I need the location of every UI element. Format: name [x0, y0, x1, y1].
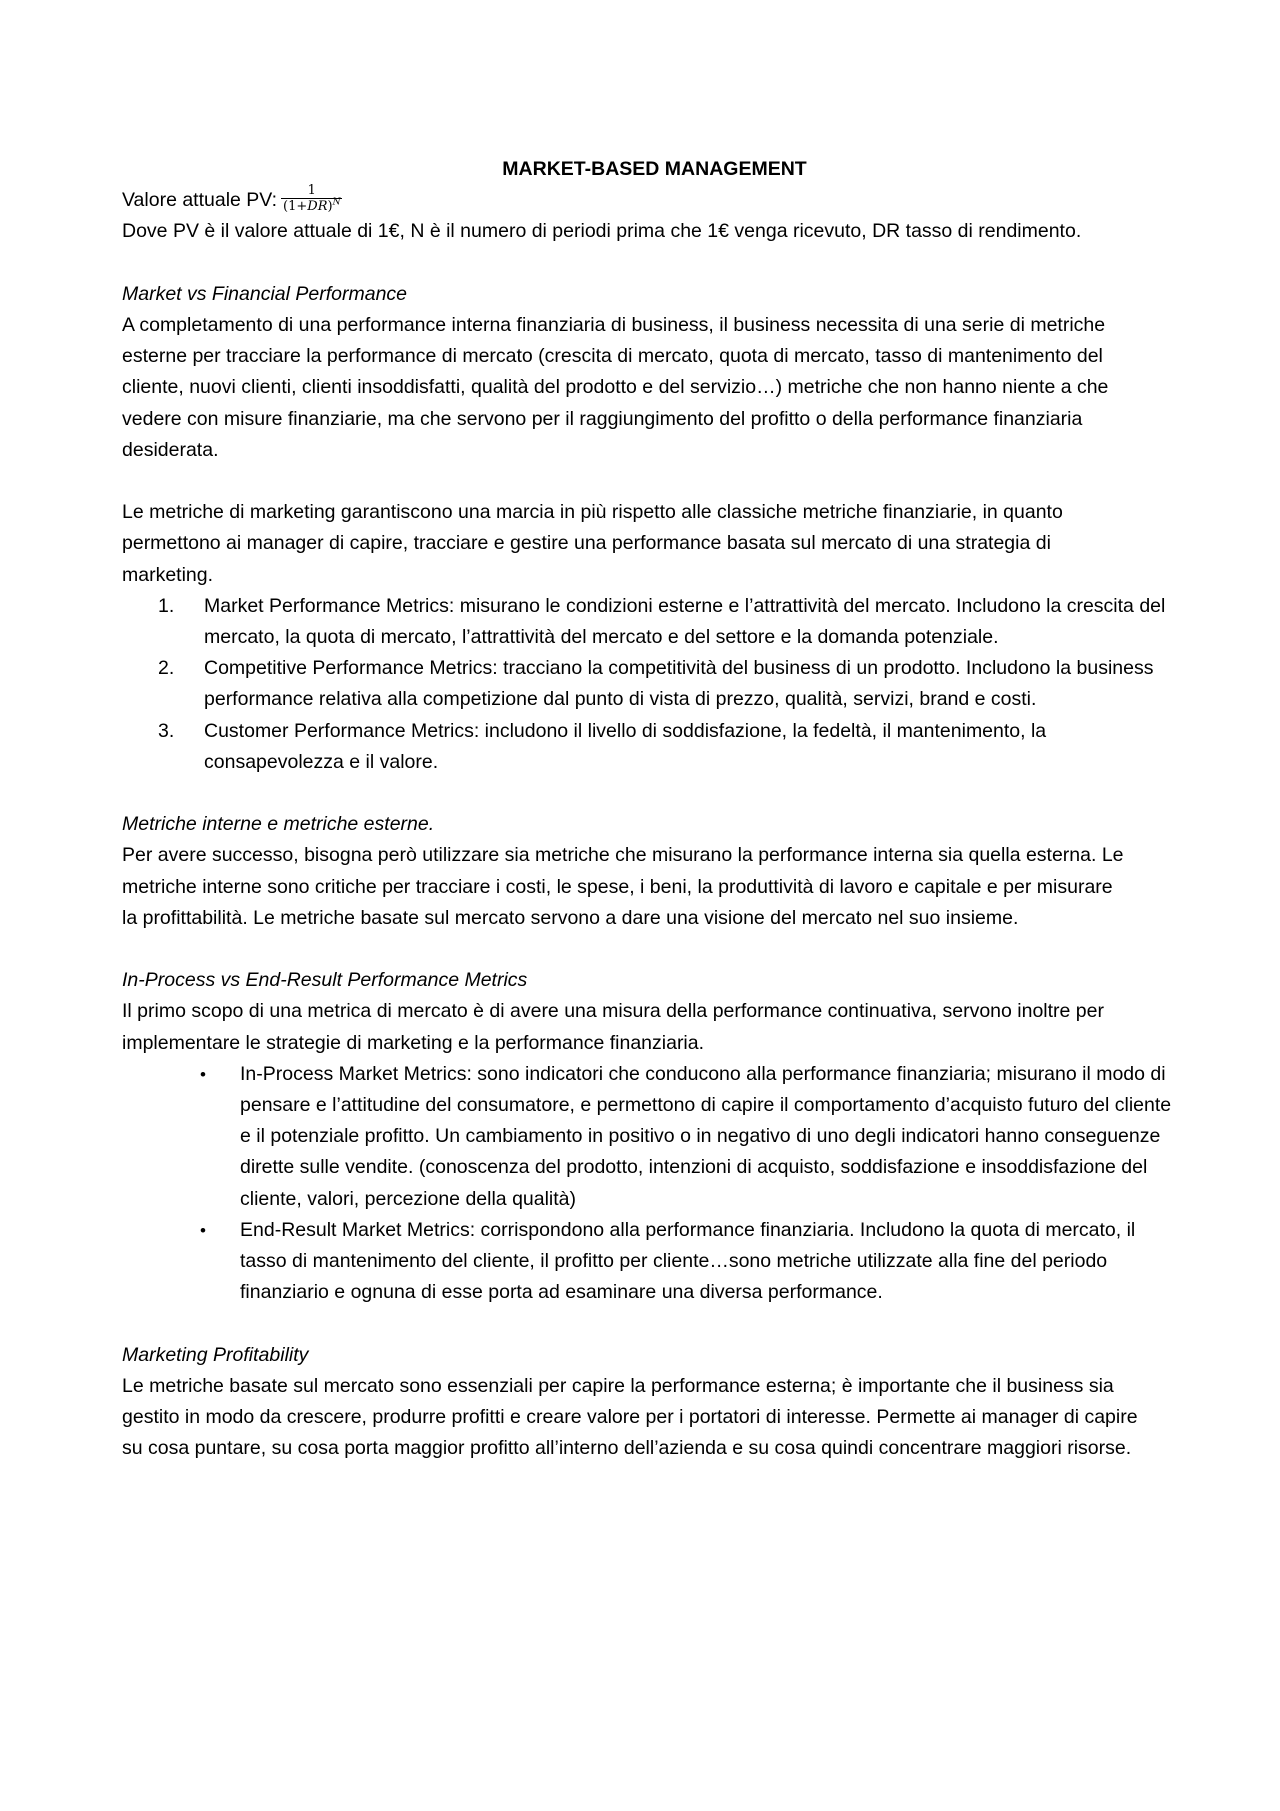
section-heading: Marketing Profitability	[122, 1343, 309, 1366]
list-marker: 2.	[158, 657, 175, 680]
list-item-text: Customer Performance Metrics: includono il livello di soddisfazione, la fedeltà, il mantenimento, la consapevolezza e il valore.	[204, 719, 1047, 773]
list-item-text: Market Performance Metrics: misurano le condizioni esterne e l’attrattività del mercato. Includono la crescita del mercato, la quota di mercato, l’attrattività del mercato e del settore e la domanda potenziale.	[204, 594, 1166, 648]
section-heading: Market vs Financial Performance	[122, 282, 408, 305]
section-heading: In-Process vs End-Result Performance Metrics	[122, 969, 528, 992]
formula-denominator-var: DR	[307, 198, 328, 214]
formula-denominator-base: (1+	[283, 198, 308, 214]
formula-fraction	[281, 184, 342, 214]
list-marker: 3.	[158, 719, 175, 742]
present-value-formula	[122, 182, 1182, 216]
section-paragraph: Il primo scopo di una metrica di mercato è di avere una misura della performance continuativa, servono inoltre per implementare le strategie di marketing e la performance finanziaria.	[122, 1000, 1104, 1054]
bullet-marker: •	[200, 1220, 206, 1240]
formula-exponent: N	[332, 197, 341, 208]
section-paragraph: A completamento di una performance interna finanziaria di business, il business necessita di una serie di metriche esterne per tracciare la performance di mercato (crescita di mercato, quota di mercato, tasso di mantenimento del cliente, nuovi clienti, clienti insoddisfatti, qualità del prodotto e del servizio…) metriche che non hanno niente a che vedere con misure finanziarie, ma che servono per il raggiungimento del profitto o della performance finanziaria desiderata.	[122, 313, 1109, 461]
section-paragraph: Le metriche basate sul mercato sono essenziali per capire la performance esterna; è importante che il business sia gestito in modo da crescere, produrre profitti e creare valore per i portatori di interesse. Permette ai manager di capire su cosa puntare, su cosa porta maggior profitto all’interno dell’azienda e su cosa quindi concentrare maggiori risorse.	[122, 1374, 1138, 1460]
metrics-bullet-list	[122, 1059, 1182, 1309]
list-item-text: Competitive Performance Metrics: tracciano la competitività del business di un prodotto. Includono la business performance relativa alla competizione dal punto di vista di prezzo, qualità, servizi, brand e costi.	[204, 657, 1154, 711]
metrics-numbered-list	[122, 591, 1182, 778]
list-item	[122, 1059, 1182, 1215]
list-item	[122, 653, 1182, 715]
formula-numerator: 1	[307, 182, 316, 198]
list-item	[122, 1215, 1182, 1309]
intro-paragraph: Dove PV è il valore attuale di 1€, N è il numero di periodi prima che 1€ venga ricevuto, DR tasso di rendimento.	[122, 220, 1082, 243]
section-paragraph: Per avere successo, bisogna però utilizzare sia metriche che misurano la performance interna sia quella esterna. Le metriche interne sono critiche per tracciare i costi, le spese, i beni, la produttività di lavoro e capitale e per misurare la profittabilità. Le metriche basate sul mercato servono a dare una visione del mercato nel suo insieme.	[122, 844, 1124, 929]
document-page	[122, 154, 1182, 1464]
section-heading: Metriche interne e metriche esterne.	[122, 813, 435, 836]
list-item	[122, 716, 1182, 778]
bullet-marker: •	[200, 1064, 206, 1084]
section-paragraph: Le metriche di marketing garantiscono una marcia in più rispetto alle classiche metriche finanziarie, in quanto permettono ai manager di capire, tracciare e gestire una performance basata sul mercato di una strategia di marketing.	[122, 501, 1063, 586]
formula-denominator-close: )	[327, 198, 333, 214]
document-title: MARKET-BASED MANAGEMENT	[502, 158, 807, 180]
list-item-text: End-Result Market Metrics: corrispondono alla performance finanziaria. Includono la quota di mercato, il tasso di mantenimento del cliente, il profitto per cliente…sono metriche utilizzate alla fine del periodo finanziario e ognuna di esse porta ad esaminare una diversa performance.	[240, 1218, 1136, 1304]
list-item	[122, 591, 1182, 653]
formula-label: Valore attuale PV:	[122, 189, 278, 212]
list-item-text: In-Process Market Metrics: sono indicatori che conducono alla performance finanziaria; misurano il modo di pensare e l’attitudine del consumatore, e permettono di capire il comportamento d’acquisto futuro del cliente e il potenziale profitto. Un cambiamento in positivo o in negativo di uno degli indicatori hanno conseguenze dirette sulle vendite. (conoscenza del prodotto, intenzioni di acquisto, soddisfazione e insoddisfazione del cliente, valori, percezione della qualità)	[240, 1062, 1172, 1210]
formula-denominator	[281, 198, 342, 214]
list-marker: 1.	[158, 594, 175, 617]
